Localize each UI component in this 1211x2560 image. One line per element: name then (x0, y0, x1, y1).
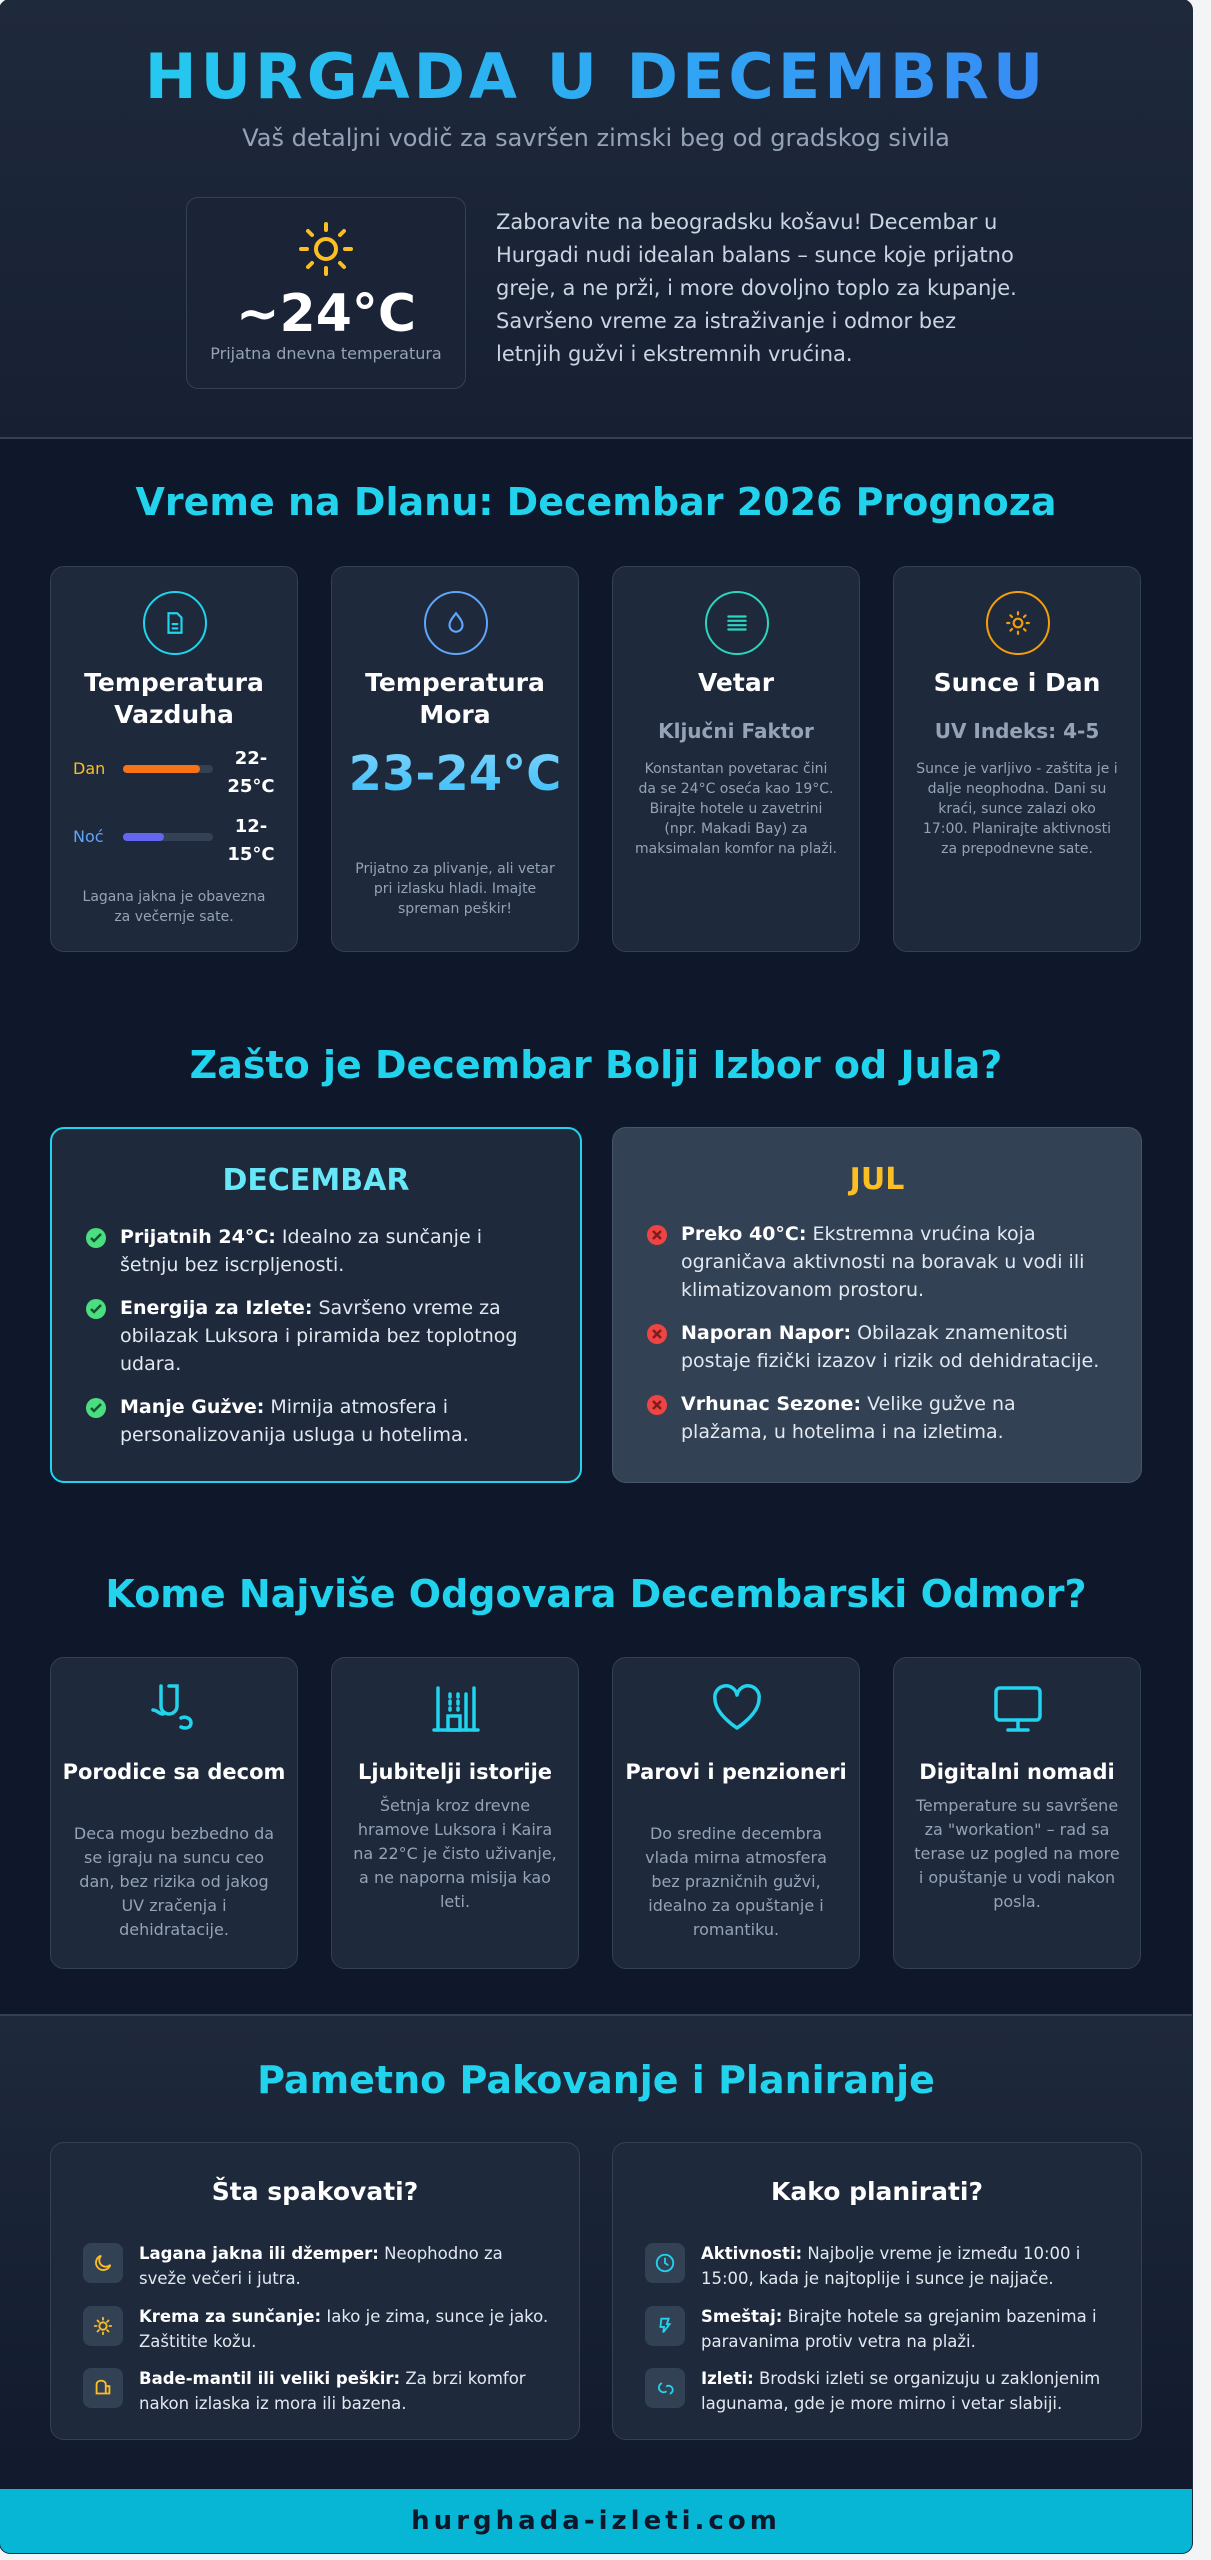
sea-note: Prijatno za plivanje, ali vetar pri izlasku hladi. Imajte spreman peškir! (355, 861, 555, 917)
cross-icon (647, 1395, 667, 1415)
december-panel (50, 1127, 582, 1483)
comparison-item-text: Idealno za sunčanje i šetnju bez iscrpljenosti. (120, 1226, 482, 1276)
day-value: 22-25°C (227, 748, 275, 797)
sea-temperature-value: 23-24°C (332, 747, 578, 801)
check-icon (86, 1299, 106, 1319)
wind-icon (705, 591, 769, 655)
comparison-item-text: Ekstremna vrućina koja ograničava aktivnosti na boravak u vodi ili klimatizovanom prostoru. (681, 1223, 1085, 1301)
planning-item-text (139, 2366, 549, 2416)
planning-item (645, 2366, 1115, 2422)
comparison-item-bold: Manje Gužve: (120, 1396, 265, 1418)
sun-icon (299, 222, 353, 276)
day-temperature-row (73, 745, 283, 795)
night-value: 12-15°C (227, 816, 275, 865)
night-bar-fill (123, 833, 164, 841)
night-temperature-row (73, 813, 283, 863)
sun-day-card (893, 566, 1141, 952)
temple-icon (428, 1680, 484, 1736)
sun-icon (986, 591, 1050, 655)
planning-item-text (139, 2304, 549, 2354)
comparison-item (681, 1390, 1101, 1446)
plan-heading: Kako planirati? (771, 2177, 983, 2206)
comparison-item-bold: Naporan Napor: (681, 1322, 852, 1344)
planning-item-text (701, 2241, 1111, 2291)
air-temperature-title: Temperatura Vazduha (84, 668, 264, 729)
day-bar (123, 765, 213, 773)
planning-item-desc: Najbolje vreme je između 10:00 i 15:00, kada je najtoplije i sunce je najjače. (701, 2244, 1081, 2288)
planning-item (645, 2304, 1115, 2360)
planning-item-bold: Smeštaj: (701, 2307, 783, 2326)
december-heading: DECEMBAR (222, 1163, 410, 1198)
check-icon (86, 1228, 106, 1248)
temperature-caption: Prijatna dnevna temperatura (210, 344, 442, 363)
water-drop-icon (424, 591, 488, 655)
audience-card-title: Ljubitelji istorije (357, 1760, 553, 1784)
audience-card-text: Deca mogu bezbedno da se igraju na suncu ceo dan, bez rizika od jakog UV zračenja i dehidratacije. (73, 1824, 275, 1939)
comparison-item (120, 1294, 540, 1378)
planning-item-desc: Za brzi komfor nakon izlaska iz mora ili bazena. (139, 2369, 526, 2413)
sun-title: Sunce i Dan (933, 668, 1101, 697)
comparison-item-text: Mirnija atmosfera i personalizovanija usluga u hotelima. (120, 1396, 469, 1446)
audience-card-title: Parovi i penzioneri (625, 1760, 847, 1784)
comparison-item-text: Obilazak znamenitosti postaje fizički izazov i rizik od dehidratacije. (681, 1322, 1100, 1372)
towel-icon (83, 2368, 123, 2408)
planning-item-bold: Izleti: (701, 2369, 754, 2388)
planning-item (645, 2241, 1115, 2297)
comparison-item (120, 1393, 540, 1449)
footer-site-link[interactable]: hurghada-izleti.com (0, 2489, 1192, 2553)
wind-key-factor: Ključni Faktor (658, 719, 814, 743)
check-icon (86, 1398, 106, 1418)
moon-icon (83, 2243, 123, 2283)
monitor-icon (990, 1680, 1046, 1736)
air-note: Lagana jakna je obavezna za večernje sate. (82, 889, 266, 925)
clock-icon (645, 2243, 685, 2283)
comparison-item (120, 1223, 540, 1279)
sun-note: Sunce je varljivo - zaštita je i dalje neophodna. Dani su kraći, sunce zalazi oko 17:00. Planirajte aktivnosti za prepodnevne sate. (916, 761, 1118, 857)
planning-item (83, 2366, 553, 2422)
uv-index: UV Indeks: 4-5 (934, 719, 1100, 743)
comparison-item-bold: Vrhunac Sezone: (681, 1393, 862, 1415)
baby-bottle-icon (147, 1680, 203, 1736)
night-label: Noć (73, 827, 104, 846)
temperature-box (186, 197, 466, 389)
planning-item-desc: Neophodno za sveže večeri i jutra. (139, 2244, 503, 2288)
hotel-icon (645, 2306, 685, 2346)
july-panel (612, 1127, 1142, 1483)
compare-section-title: Zašto je Decembar Bolji Izbor od Jula? (189, 1043, 1003, 1087)
planning-item-desc: Birajte hotele sa grejanim bazenima i paravanima protiv vetra na plaži. (701, 2307, 1097, 2351)
comparison-item-bold: Prijatnih 24°C: (120, 1226, 276, 1248)
sea-temperature-card (331, 566, 579, 952)
day-bar-fill (123, 765, 200, 773)
boat-icon (645, 2368, 685, 2408)
packing-card (50, 2142, 580, 2440)
planning-item-bold: Lagana jakna ili džemper: (139, 2244, 379, 2263)
comparison-item-text: Velike gužve na plažama, u hotelima i na izletima. (681, 1393, 1016, 1443)
planning-item-bold: Bade-mantil ili veliki peškir: (139, 2369, 401, 2388)
audience-section-title: Kome Najviše Odgovara Decembarski Odmor? (105, 1572, 1087, 1616)
sun-icon (83, 2306, 123, 2346)
comparison-item-bold: Energija za Izlete: (120, 1297, 313, 1319)
planning-item-bold: Aktivnosti: (701, 2244, 803, 2263)
sea-temperature-title: Temperatura Mora (365, 668, 545, 729)
planning-item-bold: Krema za sunčanje: (139, 2307, 322, 2326)
planning-item-text (139, 2241, 549, 2291)
weather-section-title: Vreme na Dlanu: Decembar 2026 Prognoza (135, 480, 1057, 524)
audience-card (893, 1657, 1141, 1969)
intro-text: Zaboravite na beogradsku košavu! Decembar u Hurgadi nudi idealan balans – sunce koje prijatno greje, a ne prži, i more dovoljno toplo za kupanje. Savršeno vreme za istraživanje i odmor bez letnjih gužvi i ekstremnih vrućina. (496, 210, 1017, 366)
planning-item (83, 2241, 553, 2297)
audience-card-text: Temperature su savršene za "workation" – rad sa terase uz pogled na more i opuštanje u vodi nakon posla. (914, 1796, 1120, 1911)
packing-heading: Šta spakovati? (211, 2177, 419, 2206)
comparison-item (681, 1220, 1101, 1304)
planning-item (83, 2304, 553, 2360)
cross-icon (647, 1225, 667, 1245)
audience-card-title: Porodice sa decom (62, 1760, 286, 1784)
day-label: Dan (73, 759, 106, 778)
audience-card-title: Digitalni nomadi (919, 1760, 1115, 1784)
comparison-item (681, 1319, 1101, 1375)
audience-card-text: Šetnja kroz drevne hramove Luksora i Kaira na 22°C je čisto uživanje, a ne naporna misija kao leti. (353, 1796, 557, 1911)
wind-title: Vetar (697, 668, 775, 697)
planning-item-text (701, 2366, 1111, 2416)
wind-note: Konstantan povetarac čini da se 24°C oseća kao 19°C. Birajte hotele u zavetrini (npr. Makadi Bay) za maksimalan komfor na plaži. (635, 761, 837, 857)
audience-card (331, 1657, 579, 1969)
comparison-item-text: Savršeno vreme za obilazak Luksora i piramida bez toplotnog udara. (120, 1297, 518, 1375)
planning-item-desc: Brodski izleti se organizuju u zaklonjenim lagunama, gde je more mirno i vetar slabiji. (701, 2369, 1101, 2413)
planning-section-title: Pametno Pakovanje i Planiranje (257, 2058, 935, 2102)
planning-item-desc: Iako je zima, sunce je jako. Zaštitite kožu. (139, 2307, 549, 2351)
audience-card (612, 1657, 860, 1969)
page-subtitle: Vaš detaljni vodič za savršen zimski beg od gradskog sivila (242, 124, 950, 152)
heart-icon (709, 1680, 765, 1736)
temperature-value: ~24°C (235, 284, 417, 344)
wind-card (612, 566, 860, 952)
hero-header (0, 0, 1192, 439)
page-title: HURGADA U DECEMBRU (0, 40, 1192, 113)
night-bar (123, 833, 213, 841)
cross-icon (647, 1324, 667, 1344)
comparison-item-bold: Preko 40°C: (681, 1223, 807, 1245)
air-temperature-card (50, 566, 298, 952)
audience-card (50, 1657, 298, 1969)
audience-card-text: Do sredine decembra vlada mirna atmosfera bez prazničnih gužvi, idealno za opuštanje i romantiku. (645, 1824, 827, 1939)
july-heading: JUL (849, 1162, 905, 1197)
document-icon (143, 591, 207, 655)
planning-item-text (701, 2304, 1111, 2354)
plan-card (612, 2142, 1142, 2440)
